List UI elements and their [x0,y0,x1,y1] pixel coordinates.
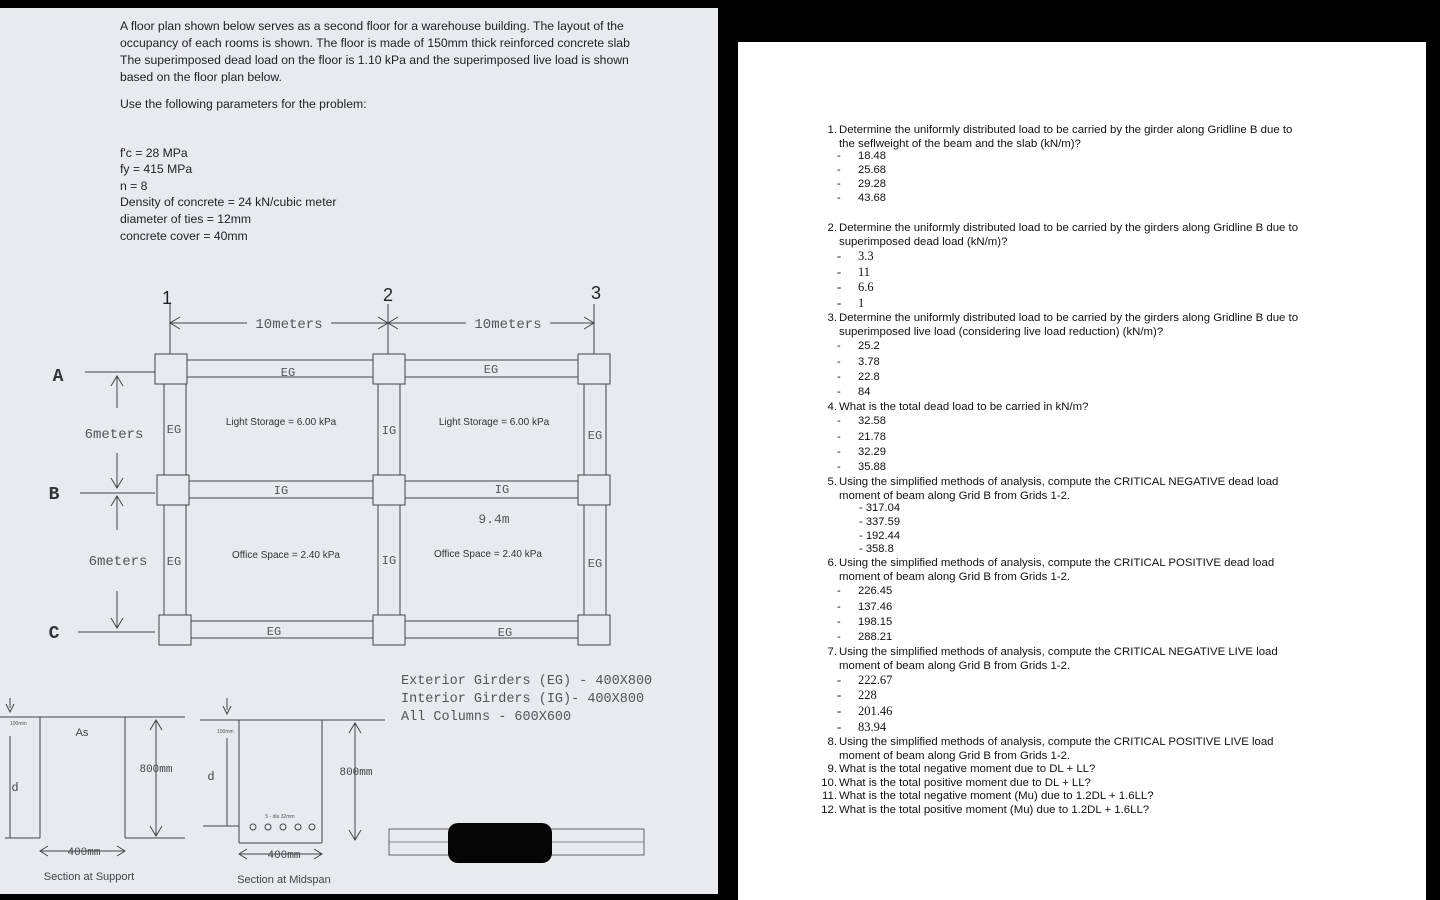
question-number: 6. [827,557,837,569]
girder-tag: IG [381,424,397,438]
dimension-note: 9.4m [478,512,510,527]
answer-option: - 43.68 [837,192,886,204]
answer-option: - 198.15 [837,616,893,628]
question-text: Using the simplified methods of analysis, compute the CRITICAL NEGATIVE LIVE load [839,646,1278,658]
question-number: 8. [827,736,837,748]
span-label: 10meters [474,317,542,333]
question-number: 7. [827,646,837,658]
param-line: fy = 415 MPa [120,162,193,177]
grid-number: 2 [382,285,394,305]
question-number: 9. [827,763,837,775]
room-label: Office Space = 2.40 kPa [434,549,542,560]
answer-option: - 83.94 [837,720,887,734]
question-7 [827,645,1339,673]
question-text: What is the total positive moment (Mu) due to 1.2DL + 1.6LL? [839,804,1150,816]
width-label: 400mm [267,850,301,862]
answer-option: - 32.58 [837,415,886,427]
problem-intro [120,18,680,86]
answer-option: - 222.67 [837,673,893,687]
girder-tag: EG [280,366,296,380]
bay-label: 6meters [84,427,144,443]
answer-option: - 3.78 [837,356,880,368]
param-line: Density of concrete = 24 kN/cubic meter [120,195,337,210]
question-11 [822,789,1339,803]
cover-label: 100mm [10,721,27,727]
legend-line: All Columns - 600X600 [401,710,572,725]
question-9 [827,762,1339,776]
column [157,475,189,505]
bay-label: 6meters [88,554,148,570]
question-text: superimposed live load (considering live load reduction) (kN/m)? [839,326,1164,338]
floor-plan [0,276,718,656]
question-1 [827,123,1339,151]
intro-line: based on the floor plan below. [120,70,282,84]
answer-option: - 21.78 [837,431,886,443]
question-text: moment of beam along Grid B from Grids 1-2. [839,660,1071,672]
question-text: Determine the uniformly distributed load to be carried by the girder along Gridline B due to [839,124,1293,136]
intro-line: A floor plan shown below serves as a second floor for a warehouse building. The layout of the [120,19,624,33]
question-number: 4. [827,401,837,413]
answer-option: - 358.8 [859,543,894,555]
question-6 [827,556,1339,584]
answer-option: - 32.29 [837,446,886,458]
question-8 [827,735,1339,763]
answer-option: - 35.88 [837,461,886,473]
answer-option: - 226.45 [837,585,893,597]
question-2 [827,221,1339,249]
question-number: 12. [821,804,837,816]
column [159,615,191,645]
question-text: moment of beam along Grid B from Grids 1-2. [839,750,1071,762]
girder-tag: EG [587,429,603,443]
question-text: Using the simplified methods of analysis, compute the CRITICAL POSITIVE dead load [839,557,1275,569]
d-label: d [207,770,215,784]
d-label: d [11,781,19,795]
answer-option: - 84 [837,386,871,398]
question-text: What is the total negative moment (Mu) due to 1.2DL + 1.6LL? [839,790,1154,802]
answer-option: - 18.48 [837,150,886,162]
grid-letter: B [48,485,60,505]
question-text: What is the total positive moment due to DL + LL? [839,777,1091,789]
question-number: 10. [821,777,837,789]
depth-label: 800mm [139,764,173,776]
answer-option: - 137.46 [837,601,893,613]
answer-option: - 25.2 [837,340,880,352]
width-label: 400mm [67,847,101,859]
question-12 [821,803,1339,817]
girder-legend [401,673,652,727]
grid-number: 3 [590,283,602,303]
column [578,475,610,505]
girder-tag: EG [266,625,282,639]
answer-option: - 288.21 [837,631,893,643]
answer-option: - 11 [837,265,871,279]
question-text: Using the simplified methods of analysis, compute the CRITICAL NEGATIVE dead load [839,476,1279,488]
answer-option: - 337.59 [859,516,901,528]
girder-tag: EG [587,557,603,571]
girder-tag: IG [494,483,510,497]
grid-letter: C [48,624,60,644]
param-line: diameter of ties = 12mm [120,211,252,226]
girder-tag: EG [483,363,499,377]
intro-line: occupancy of each rooms is shown. The floor is made of 150mm thick reinforced concrete slab [120,36,630,50]
question-text: What is the total negative moment due to DL + LL? [839,763,1096,775]
legend-line: Interior Girders (IG)- 400X800 [401,692,645,707]
girder-tag: EG [166,555,182,569]
problem-sheet [0,8,718,894]
room-label: Light Storage = 6.00 kPa [225,417,337,428]
answer-option: - 22.8 [837,371,880,383]
params-heading: Use the following parameters for the problem: [120,97,367,111]
answer-option: - 228 [837,688,877,702]
question-10 [821,776,1339,790]
column [373,475,405,505]
column [155,354,187,384]
question-text: Using the simplified methods of analysis, compute the CRITICAL POSITIVE LIVE load [839,736,1274,748]
redaction-mark [448,823,552,863]
parameters [120,97,367,244]
answer-option: - 1 [837,296,865,310]
cover-label: 100mm [217,729,234,735]
question-number: 11. [822,790,837,802]
as-label: As [75,727,89,739]
question-4 [827,400,1339,414]
depth-label: 800mm [339,767,373,779]
girder-tag: EG [497,626,513,640]
param-line: f'c = 28 MPa [120,145,188,160]
answer-option: - 6.6 [837,280,874,294]
question-text: moment of beam along Grid B from Grids 1-2. [839,490,1071,502]
param-line: concrete cover = 40mm [120,228,248,243]
section-caption: Section at Support [43,871,135,883]
question-text: Determine the uniformly distributed load to be carried by the girders along Gridline B due to [839,222,1299,234]
question-text: the seflweight of the beam and the slab (kN/m)? [839,138,1081,150]
grid-number: 1 [161,288,173,308]
question-number: 1. [827,124,837,136]
question-text: Determine the uniformly distributed load to be carried by the girders along Gridline B due to [839,312,1299,324]
question-sheet [738,42,1426,900]
answer-option: - 3.3 [837,249,874,263]
answer-option: - 317.04 [859,502,901,514]
beam-sections [0,686,400,894]
bars-label: 5 - dia 32mm [265,814,295,820]
question-5 [827,475,1339,503]
question-number: 2. [827,222,837,234]
question-text: superimposed dead load (kN/m)? [839,236,1008,248]
question-text: moment of beam along Grid B from Grids 1-2. [839,571,1071,583]
question-text: What is the total dead load to be carried in kN/m? [839,401,1089,413]
answer-option: - 201.46 [837,704,893,718]
room-label: Light Storage = 6.00 kPa [438,417,550,428]
room-label: Office Space = 2.40 kPa [232,550,340,561]
column [373,615,405,645]
column [578,354,610,384]
girder-tag: EG [166,423,182,437]
question-number: 5. [827,476,837,488]
question-number: 3. [827,312,837,324]
question-3 [827,311,1339,339]
answer-option: - 25.68 [837,164,886,176]
param-line: n = 8 [120,178,148,193]
legend-line: Exterior Girders (EG) - 400X800 [401,674,653,689]
girder-tag: IG [381,554,397,568]
answer-option: - 192.44 [859,530,901,542]
span-label: 10meters [255,317,323,333]
answer-option: - 29.28 [837,178,886,190]
girder-tag: IG [273,484,289,498]
intro-line: The superimposed dead load on the floor is 1.10 kPa and the superimposed live load is shown [120,53,629,67]
grid-letter: A [52,367,64,387]
column [578,615,610,645]
column [373,354,405,384]
section-caption: Section at Midspan [237,874,331,886]
